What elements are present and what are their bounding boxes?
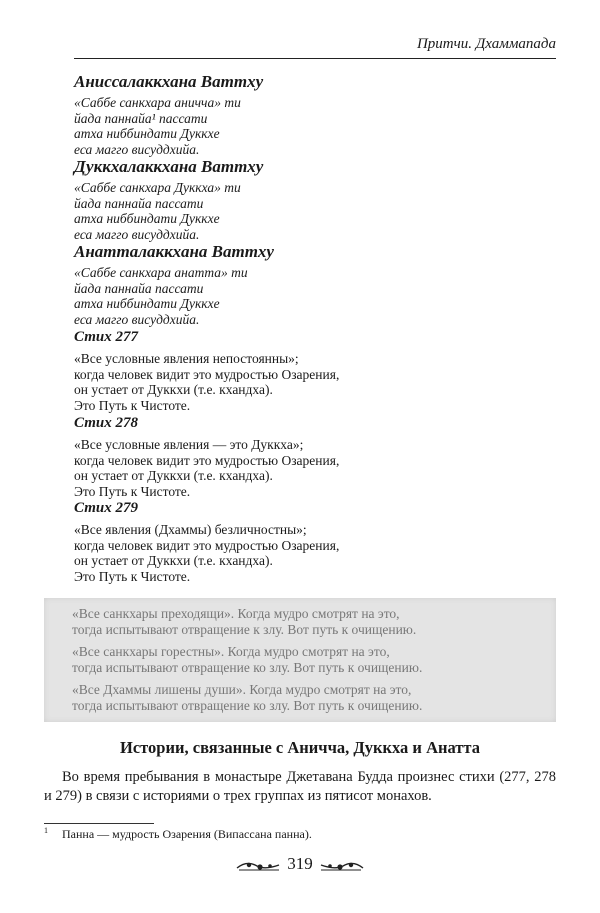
alternate-translation-paragraph: [72, 682, 542, 714]
stanza-line: он устает от Дуккхи (т.е. кхандха).: [74, 468, 273, 483]
stanza-line: Это Путь к Чистоте.: [74, 483, 191, 499]
stanza-line: когда человек видит это мудростью Озарения,: [74, 366, 340, 382]
footnote-marker: 1: [44, 826, 48, 835]
alternate-translation-line: «Все санкхары горестны». Когда мудро смотрят на это,: [72, 644, 390, 659]
running-head: Притчи. Дхаммапада: [416, 36, 556, 52]
alternate-translation-line: тогда испытывают отвращение ко злу. Вот путь к очищению.: [72, 660, 423, 675]
verse-line: йада паннайа пассати: [74, 195, 204, 211]
body-paragraph: Во время пребывания в монастыре Джетавана Будда произнес стихи (277, 278 и 279) в связи с историями о трех группах из пятисот монахов.: [44, 769, 556, 804]
stanza-title: Стих 279: [74, 500, 138, 516]
stanza-line: «Все условные явления — это Дуккха»;: [74, 437, 304, 452]
alternate-translation-line: тогда испытывают отвращение к злу. Вот путь к очищению.: [72, 622, 417, 637]
footnote-text: Панна — мудрость Озарения (Випассана панна).: [62, 827, 312, 841]
verse-line: еса магго висуддхийа.: [74, 226, 200, 242]
verse-line: еса магго висуддхийа.: [74, 311, 200, 327]
page-footer: [0, 854, 600, 874]
stanza-279: [74, 499, 514, 584]
alternate-translation-paragraph: [72, 644, 542, 676]
footnote: [44, 826, 312, 842]
section-heading: Истории, связанные с Аничча, Дуккха и Анатта: [120, 738, 480, 757]
stanza-line: когда человек видит это мудростью Озарения,: [74, 452, 340, 468]
verse-line: «Саббе санкхара Дуккха» ти: [74, 180, 241, 195]
verse-title: Анатталаккхана Ваттху: [74, 242, 274, 261]
verse-line: йада паннайа пассати: [74, 280, 204, 296]
pali-verse-3: [74, 242, 514, 327]
page-number: 319: [287, 854, 313, 873]
right-ornament-icon: [319, 858, 365, 872]
header-rule: [74, 58, 556, 59]
verse-line: атха ниббиндати Дуккхе: [74, 126, 220, 141]
stanza-line: он устает от Дуккхи (т.е. кхандха).: [74, 553, 273, 568]
stanza-line: он устает от Дуккхи (т.е. кхандха).: [74, 382, 273, 397]
alternate-translation-paragraph: [72, 606, 542, 638]
stanza-line: «Все условные явления непостоянны»;: [74, 351, 299, 366]
alternate-translation-line: «Все Дхаммы лишены души». Когда мудро смотрят на это,: [72, 682, 412, 697]
stanza-line: «Все явления (Дхаммы) безличностны»;: [74, 522, 307, 537]
pali-verse-2: [74, 157, 514, 242]
pali-verse-1: [74, 72, 514, 157]
stanza-line: Это Путь к Чистоте.: [74, 568, 191, 584]
verse-line: йада паннайа¹ пассати: [74, 110, 208, 126]
stanza-line: Это Путь к Чистоте.: [74, 397, 191, 413]
alternate-translation-box: [44, 598, 556, 722]
verse-line: «Саббе санкхара анатта» ти: [74, 265, 248, 280]
alternate-translation-line: тогда испытывают отвращение ко злу. Вот путь к очищению.: [72, 698, 423, 713]
stanza-title: Стих 278: [74, 415, 138, 431]
verse-title: Дуккхалаккхана Ваттху: [74, 157, 264, 176]
stanza-278: [74, 414, 514, 499]
verse-line: атха ниббиндати Дуккхе: [74, 296, 220, 311]
left-ornament-icon: [235, 858, 281, 872]
stanza-277: [74, 328, 514, 413]
verse-line: атха ниббиндати Дуккхе: [74, 211, 220, 226]
stanza-line: когда человек видит это мудростью Озарения,: [74, 537, 340, 553]
verse-title: Аниссалаккхана Ваттху: [74, 72, 264, 91]
footnote-rule: [44, 823, 154, 824]
alternate-translation-line: «Все санкхары преходящи». Когда мудро смотрят на это,: [72, 606, 400, 621]
verse-line: «Саббе санкхара аничча» ти: [74, 95, 241, 110]
stanza-title: Стих 277: [74, 329, 138, 345]
verse-line: еса магго висуддхийа.: [74, 141, 200, 157]
